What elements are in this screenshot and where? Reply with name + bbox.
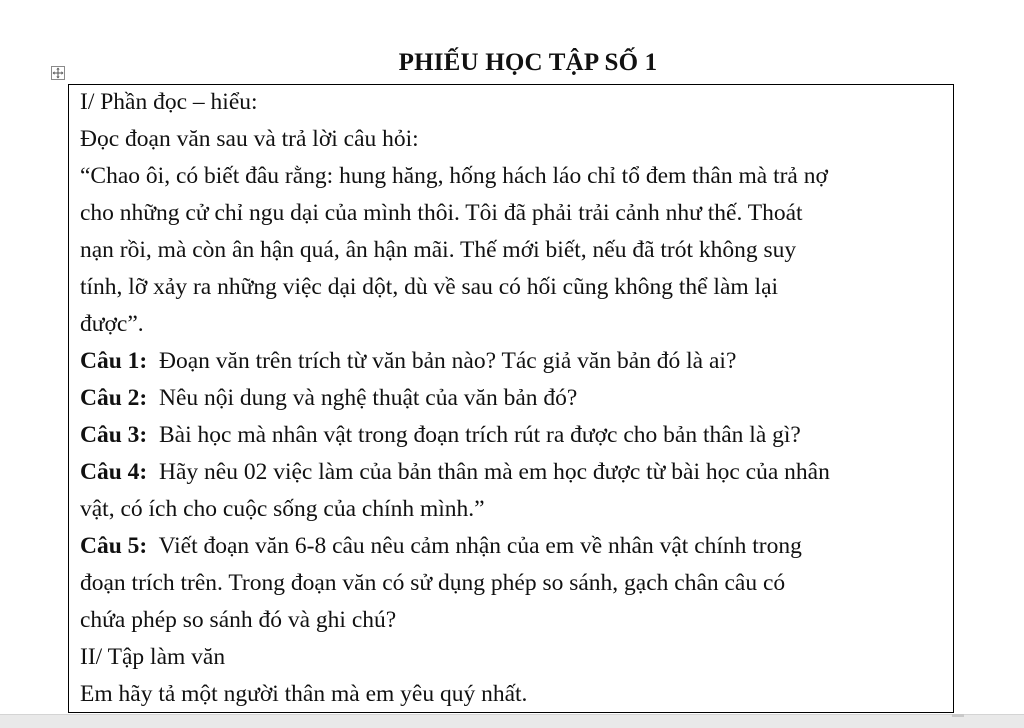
question-label: Câu 3: xyxy=(80,422,148,448)
question-3 xyxy=(80,417,801,453)
essay-prompt: Em hãy tả một người thân mà em yêu quý nhất. xyxy=(80,681,528,707)
passage-line: “Chao ôi, có biết đâu rằng: hung hăng, hống hách láo chỉ tổ đem thân mà trả nợ xyxy=(80,163,828,189)
question-4-continued: vật, có ích cho cuộc sống của chính mình.” xyxy=(80,496,485,522)
question-text: Hãy nêu 02 việc làm của bản thân mà em học được từ bài học của nhân xyxy=(159,459,830,485)
question-label: Câu 2: xyxy=(80,385,148,411)
question-text: Nêu nội dung và nghệ thuật của văn bản đó? xyxy=(159,385,578,411)
status-bar xyxy=(0,714,1024,728)
question-5 xyxy=(80,528,802,564)
question-4 xyxy=(80,454,830,490)
document-title: PHIẾU HỌC TẬP SỐ 1 xyxy=(398,49,658,76)
question-1 xyxy=(80,343,736,379)
question-text: Đoạn văn trên trích từ văn bản nào? Tác giả văn bản đó là ai? xyxy=(159,348,737,374)
instruction-text: Đọc đoạn văn sau và trả lời câu hỏi: xyxy=(80,126,419,152)
question-label: Câu 4: xyxy=(80,459,148,485)
question-label: Câu 5: xyxy=(80,533,148,559)
question-text: Viết đoạn văn 6-8 câu nêu cảm nhận của em về nhân vật chính trong xyxy=(158,533,802,559)
question-text: Bài học mà nhân vật trong đoạn trích rút ra được cho bản thân là gì? xyxy=(159,422,801,448)
passage-line: tính, lỡ xảy ra những việc dại dột, dù về sau có hối cũng không thể làm lại xyxy=(80,274,779,300)
section2-heading: II/ Tập làm văn xyxy=(80,644,226,670)
question-2 xyxy=(80,380,577,416)
section1-heading: I/ Phần đọc – hiểu: xyxy=(80,89,258,115)
table-move-handle[interactable] xyxy=(51,66,65,80)
question-5-continued: đoạn trích trên. Trong đoạn văn có sử dụng phép so sánh, gạch chân câu có xyxy=(80,570,786,596)
scroll-indicator xyxy=(952,714,964,717)
question-5-continued: chứa phép so sánh đó và ghi chú? xyxy=(80,607,397,633)
question-label: Câu 1: xyxy=(80,348,148,374)
passage-line: được”. xyxy=(80,311,144,337)
move-arrows-icon xyxy=(52,67,64,79)
passage-line: nạn rồi, mà còn ân hận quá, ân hận mãi. Thế mới biết, nếu đã trót không suy xyxy=(80,237,797,263)
passage-line: cho những cử chỉ ngu dại của mình thôi. Tôi đã phải trải cảnh như thế. Thoát xyxy=(80,200,803,226)
